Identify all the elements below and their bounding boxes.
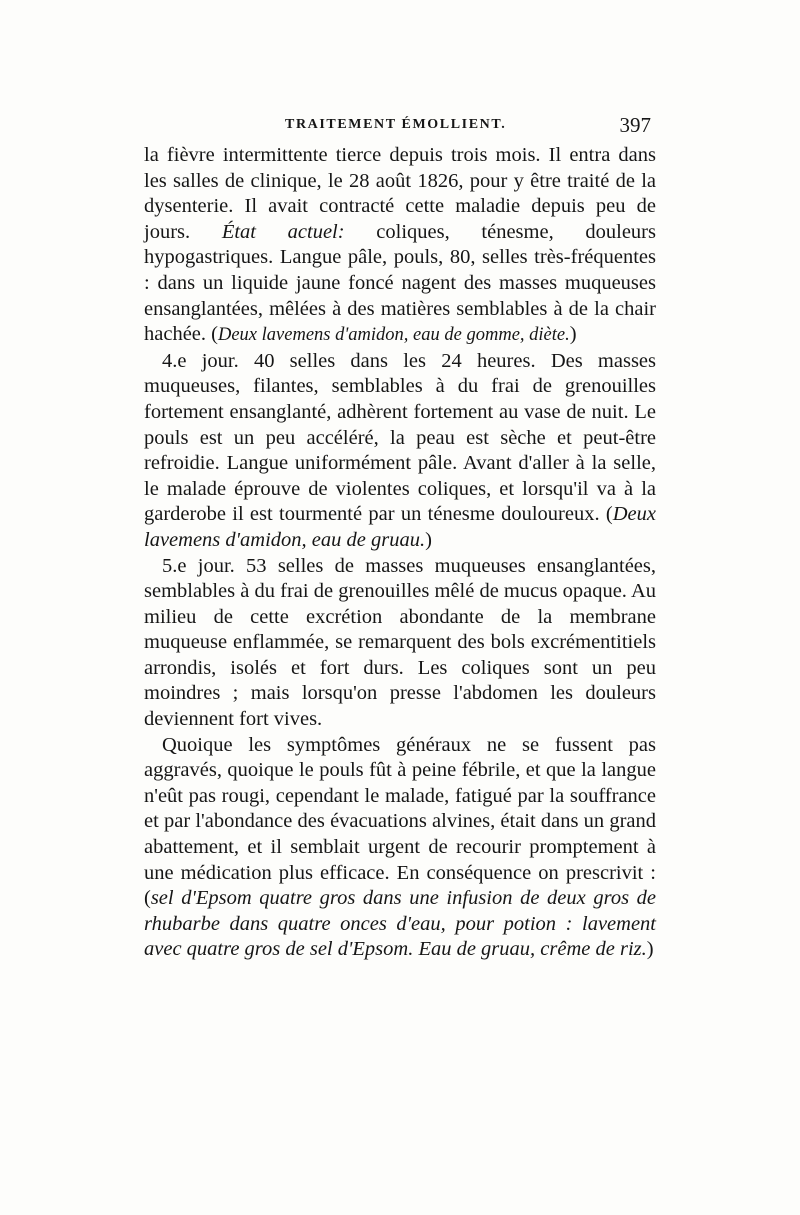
prescription-text: Deux lavemens d'amidon, eau de gruau. <box>144 503 656 551</box>
paragraph-text: ) <box>646 938 654 961</box>
running-title: TRAITEMENT ÉMOLLIENT. <box>285 117 507 132</box>
prescription-text: sel d'Epsom quatre gros dans une infusion de deux gros de rhubarbe dans quatre onces d'eau, pour potion : lavement avec quatre gros de sel d'Epsom. Eau de gruau, crême de riz. <box>144 887 656 961</box>
paragraph-text: 4.e jour. 40 selles dans les 24 heures. Des masses muqueuses, filantes, semblables à du frai de grenouilles fortement ensanglanté, adhèrent fortement au vase de nuit. Le pouls est un peu accéléré, la peau est sèche et peut-être refroidie. Langue uniformément pâle. Avant d'aller à la selle, le malade éprouve de violentes coliques, et lorsqu'il va à la garderobe il est tourmenté par un ténesme douloureux. ( <box>144 349 656 526</box>
page-body <box>144 143 656 963</box>
paragraph-3 <box>144 554 656 733</box>
page-header <box>145 113 655 139</box>
paragraph-text: coliques, ténesme, douleurs hypogastriques. Langue pâle, pouls, 80, selles très-fréquentes : dans un liquide jaune foncé nagent des masses muqueuses ensanglantées, mêlées à des matières semblables à de la chair hachée. ( <box>144 220 656 346</box>
paragraph-4 <box>144 733 656 963</box>
paragraph-text: ) <box>425 528 432 551</box>
paragraph-text: 5.e jour. 53 selles de masses muqueuses ensanglantées, semblables à du frai de grenouilles mêlé de mucus opaque. Au milieu de cette excrétion abondante de la membrane muqueuse enflammée, se remarquent des bols excrémentitiels arrondis, isolés et fort durs. Les coliques sont un peu moindres ; mais lorsqu'on presse l'abdomen les douleurs deviennent fort vives. <box>144 554 656 731</box>
prescription-text: Deux lavemens d'amidon, eau de gomme, diète. <box>217 325 570 346</box>
paragraph-2 <box>144 349 656 554</box>
page-number: 397 <box>619 113 651 137</box>
paragraph-text: ) <box>569 323 577 346</box>
paragraph-1 <box>144 143 656 349</box>
paragraph-text: la fièvre intermittente tierce depuis trois mois. Il entra dans les salles de clinique, le 28 août 1826, pour y être traité de la dysenterie. Il avait contracté cette maladie depuis peu de jours. <box>144 144 656 243</box>
paragraph-text: Quoique les symptômes généraux ne se fussent pas aggravés, quoique le pouls fût à peine fébrile, et que la langue n'eût pas rougi, cependant le malade, fatigué par la souffrance et par l'abondance des évacuations alvines, était dans un grand abattement, et il semblait urgent de recourir promptement à une médication plus efficace. En conséquence on prescrivit : ( <box>144 733 656 910</box>
italic-text: État actuel: <box>221 220 345 243</box>
